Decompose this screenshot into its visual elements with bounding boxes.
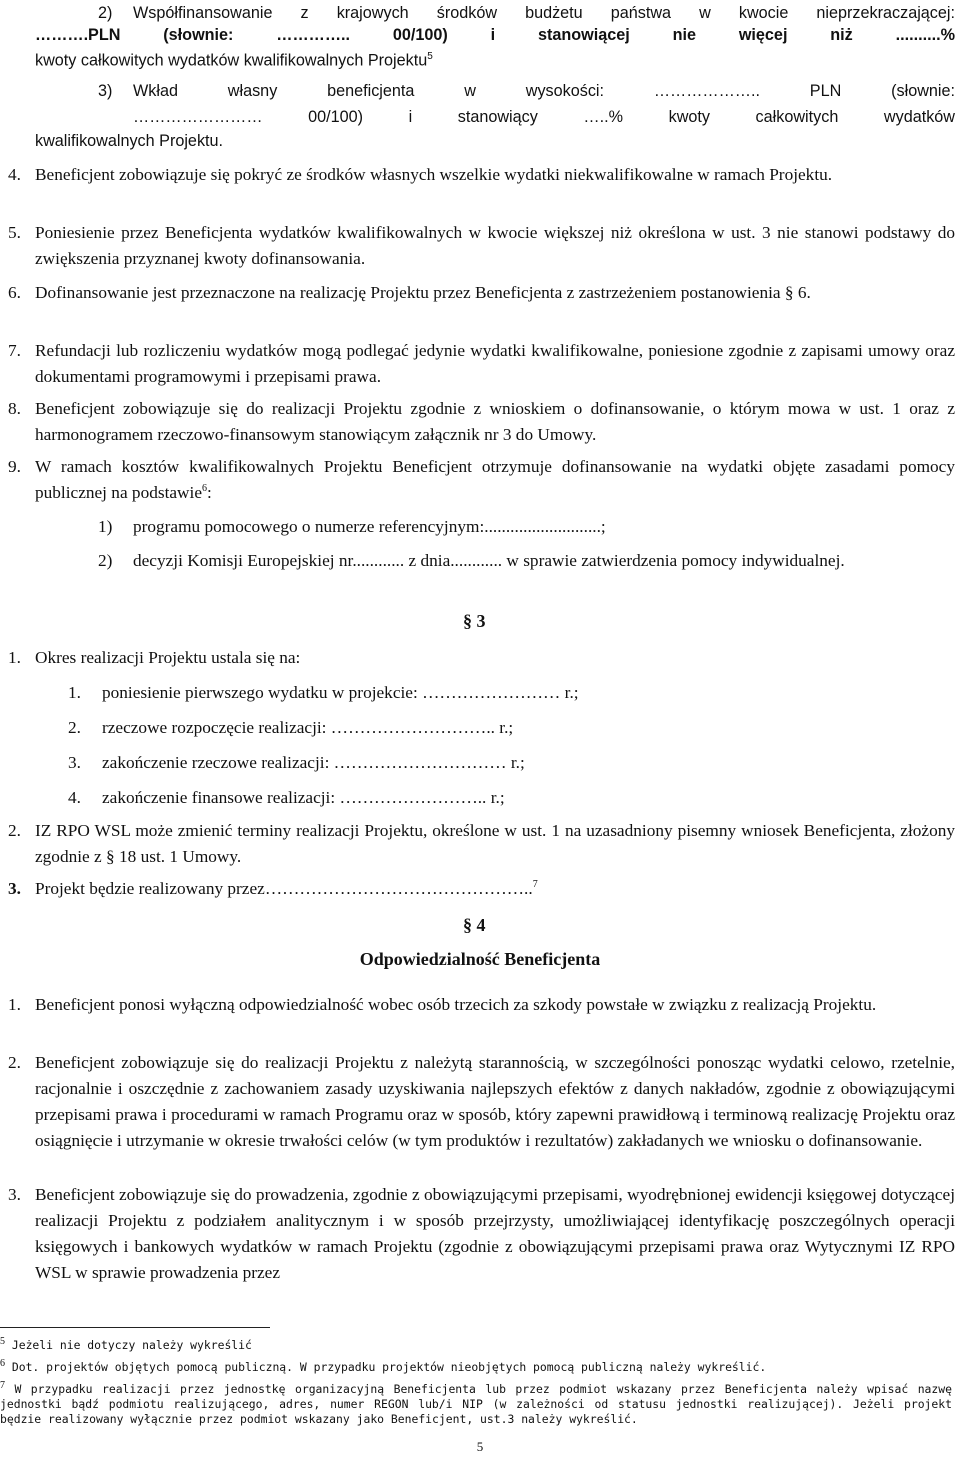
paragraph-text: Beneficjent zobowiązuje się do realizacji Projektu z należytą starannością, w szczególności ponosząc wydatki celowo, rzetelnie, racjonalnie i oszczędnie z zachowaniem zasady uzyskiwania najlepszych efektów z danych nakładów, zgodnie z obowiązującymi przepisami prawa i procedurami w ramach Programu oraz w sposób, który zapewni prawidłową i terminową realizację Projektu oraz osiągnięcie i utrzymanie w okresie trwałości celów (w tym produktów i rezultatów) zakładanych we wniosku o dofinansowanie. <box>35 1053 955 1150</box>
paragraph-text: Refundacji lub rozliczeniu wydatków mogą podlegać jedynie wydatki kwalifikowalne, poniesione zgodnie z zapisami umowy oraz dokumentami programowymi i przepisami prawa. <box>35 341 955 386</box>
item-text: zakończenie finansowe realizacji: …………………….. r.; <box>102 788 505 807</box>
item-number: 3) <box>98 82 113 100</box>
section-header: § 3 <box>463 611 486 631</box>
paragraph-number: 9. <box>8 457 21 476</box>
item-text-line: kwalifikowalnych Projektu. <box>35 132 224 150</box>
footnote: $^6$ Dot. projektów objętych pomocą publiczną. W przypadku projektów nieobjętych pomocą publiczną należy wykreślić. <box>0 1358 767 1374</box>
paragraph-number: 3. <box>8 1185 21 1204</box>
item-number: 2) <box>98 4 113 22</box>
section-header: § 4 <box>463 915 486 935</box>
item-number: 4. <box>68 788 81 807</box>
paragraph-number: 2. <box>8 821 21 840</box>
paragraph-number: 4. <box>8 165 21 184</box>
footnote: $^7$ W przypadku realizacji przez jednostkę organizacyjną Beneficjenta lub przez podmiot wskazany przez Beneficjenta należy wpisać nazwę jednostki bądź podmiotu realizującego, adres, numer REGON lub/i NIP (w zależności od statusu jednostki realizującej). Jeżeli projekt będzie realizowany wyłącznie przez podmiot wskazany jako Beneficjent, ust.3 należy wykreślić. <box>0 1380 952 1426</box>
paragraph-text: Projekt będzie realizowany przez………………………………………..$^7$ <box>35 879 538 898</box>
page-number: 5 <box>476 1439 484 1454</box>
paragraph-number: 6. <box>8 283 21 302</box>
item-text-line: kwoty całkowitych wydatków kwalifikowalnych Projektu$^5$ <box>35 51 433 70</box>
paragraph-text: Okres realizacji Projektu ustala się na: <box>35 648 301 667</box>
paragraph-number: 1. <box>8 648 21 667</box>
paragraph-text: Dofinansowanie jest przeznaczone na realizację Projektu przez Beneficjenta z zastrzeżeniem postanowienia § 6. <box>35 283 811 302</box>
paragraph-text: Beneficjent zobowiązuje się do prowadzenia, zgodnie z obowiązującymi przepisami, wyodrębnionej ewidencji księgowej dotyczącej realizacji Projektu z podziałem analitycznym i w sposób przejrzysty, umożliwiającej identyfikację poszczególnych operacji księgowych i bankowych wydatków w ramach Projektu (zgodnie z obowiązującymi przepisami prawa oraz Wytycznymi IZ RPO WSL w sprawie prowadzenia przez <box>35 1185 955 1282</box>
paragraph-number: 7. <box>8 341 21 360</box>
item-number: 3. <box>68 753 81 772</box>
item-number: 2) <box>98 551 113 570</box>
item-text-line: Współfinansowanie z krajowych środków budżetu państwa w kwocie nieprzekraczającej: <box>133 4 955 22</box>
paragraph-text: Poniesienie przez Beneficjenta wydatków kwalifikowalnych w kwocie większej niż określona w ust. 3 nie stanowi podstawy do zwiększenia przyznanej kwoty dofinansowania. <box>35 223 955 268</box>
item-text: rzeczowe rozpoczęcie realizacji: ……………………….. r.; <box>102 718 514 737</box>
footnote-separator <box>0 1327 270 1328</box>
paragraph-number: 3. <box>8 879 21 898</box>
paragraph-text: Beneficjent zobowiązuje się pokryć ze środków własnych wszelkie wydatki niekwalifikowalne w ramach Projektu. <box>35 165 833 184</box>
paragraph-number: 8. <box>8 399 21 418</box>
paragraph-number: 2. <box>8 1053 21 1072</box>
paragraph-number: 1. <box>8 995 21 1014</box>
item-number: 1) <box>98 517 113 536</box>
paragraph-text: Beneficjent ponosi wyłączną odpowiedzialność wobec osób trzecich za szkody powstałe w związku z realizacją Projektu. <box>35 995 877 1014</box>
item-text: programu pomocowego o numerze referencyjnym:...........................; <box>133 517 606 536</box>
item-number: 2. <box>68 718 81 737</box>
paragraph-text: IZ RPO WSL może zmienić terminy realizacji Projektu, określone w ust. 1 na uzasadniony pisemny wniosek Beneficjenta, złożony zgodnie z § 18 ust. 1 Umowy. <box>35 821 955 866</box>
item-text-line: …………………… 00/100) i stanowiący …..% kwoty całkowitych wydatków <box>133 108 955 126</box>
item-text: zakończenie rzeczowe realizacji: ………………………… r.; <box>102 753 525 772</box>
item-text: poniesienie pierwszego wydatku w projekcie: …………………… r.; <box>102 683 579 702</box>
section-title: Odpowiedzialność Beneficjenta <box>359 949 601 969</box>
footnote: $^5$ Jeżeli nie dotyczy należy wykreślić <box>0 1336 252 1352</box>
item-text-line: ……….PLN (słownie: ………….. 00/100) i stanowiącej nie więcej niż ..........% <box>35 26 955 44</box>
paragraph-number: 5. <box>8 223 21 242</box>
paragraph-text: Beneficjent zobowiązuje się do realizacji Projektu zgodnie z wnioskiem o dofinansowanie, o którym mowa w ust. 1 oraz z harmonogramem rzeczowo-finansowym stanowiącym załącznik nr 3 do Umowy. <box>35 399 955 444</box>
item-text: decyzji Komisji Europejskiej nr............ z dnia............ w sprawie zatwierdzenia pomocy indywidualnej. <box>133 551 845 570</box>
paragraph-text: W ramach kosztów kwalifikowalnych Projektu Beneficjent otrzymuje dofinansowanie na wydatki objęte zasadami pomocy publicznej na podstawie$^6$: <box>35 457 955 502</box>
item-text-line: Wkład własny beneficjenta w wysokości: ……………….. PLN (słownie: <box>133 82 955 100</box>
item-number: 1. <box>68 683 81 702</box>
